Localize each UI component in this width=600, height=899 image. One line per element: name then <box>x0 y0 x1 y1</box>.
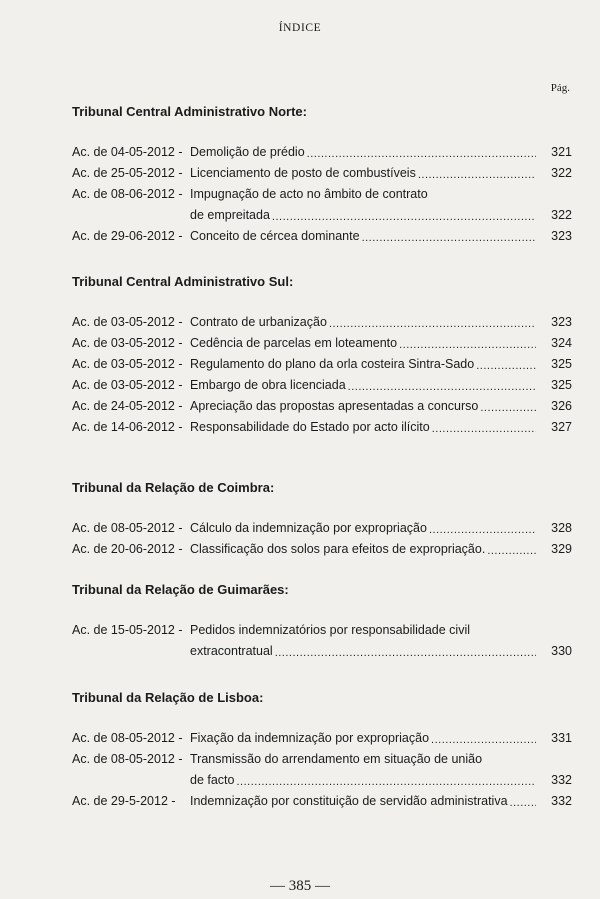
entry-page-number: 324 <box>551 336 572 350</box>
entry-title: Conceito de cércea dominante <box>190 229 360 243</box>
toc-entry <box>72 163 572 184</box>
toc-entry <box>72 539 572 560</box>
leader-dots <box>275 644 536 662</box>
entry-page-number: 332 <box>551 773 572 787</box>
entry-title: Licenciamento de posto de combustíveis <box>190 166 416 180</box>
section-title: Tribunal da Relação de Coimbra: <box>72 480 275 495</box>
toc-entry <box>72 226 572 247</box>
entry-title: Pedidos indemnizatórios por responsabilidade civil <box>190 623 471 637</box>
entry-title: Embargo de obra licenciada <box>190 378 346 392</box>
leader-dots <box>432 420 536 438</box>
entry-date: Ac. de 24-05-2012 - <box>72 399 183 413</box>
entry-page-number: 322 <box>551 166 572 180</box>
toc-entry <box>72 312 572 333</box>
leader-dots <box>272 208 536 226</box>
toc-section <box>72 102 572 247</box>
entry-date: Ac. de 08-06-2012 - <box>72 187 183 201</box>
leader-dots <box>329 315 536 333</box>
toc-entry <box>72 354 572 375</box>
leader-dots <box>307 145 536 163</box>
toc-entry <box>72 791 572 812</box>
entry-title: Cedência de parcelas em loteamento <box>190 336 398 350</box>
entry-date: Ac. de 29-5-2012 - <box>72 794 176 808</box>
entry-date: Ac. de 03-05-2012 - <box>72 336 183 350</box>
entry-date: Ac. de 03-05-2012 - <box>72 378 183 392</box>
section-title: Tribunal Central Administrativo Norte: <box>72 104 307 119</box>
entry-page-number: 330 <box>551 644 572 658</box>
page-header: ÍNDICE <box>278 22 322 34</box>
entry-date: Ac. de 03-05-2012 - <box>72 357 183 371</box>
entry-title: Demolição de prédio <box>190 145 305 159</box>
page-number: — 385 — <box>270 878 330 894</box>
entry-title-continuation: de empreitada <box>190 208 270 222</box>
toc-entry <box>72 396 572 417</box>
entry-page-number: 323 <box>551 229 572 243</box>
entry-date: Ac. de 29-06-2012 - <box>72 229 183 243</box>
leader-dots <box>480 399 536 417</box>
entry-date: Ac. de 25-05-2012 - <box>72 166 183 180</box>
entry-page-number: 325 <box>551 357 572 371</box>
toc-section <box>72 272 572 438</box>
toc-entry <box>72 518 572 539</box>
leader-dots <box>510 794 536 812</box>
toc-entry <box>72 375 572 396</box>
leader-dots <box>348 378 536 396</box>
leader-dots <box>362 229 536 247</box>
toc-entry <box>72 749 572 791</box>
toc-section <box>72 478 572 560</box>
entry-page-number: 323 <box>551 315 572 329</box>
section-title: Tribunal da Relação de Guimarães: <box>72 582 289 597</box>
entry-title: Transmissão do arrendamento em situação de união <box>190 752 483 766</box>
entry-date: Ac. de 03-05-2012 - <box>72 315 183 329</box>
section-title: Tribunal da Relação de Lisboa: <box>72 690 264 705</box>
entry-page-number: 325 <box>551 378 572 392</box>
entry-page-number: 327 <box>551 420 572 434</box>
leader-dots <box>418 166 536 184</box>
entry-title: Regulamento do plano da orla costeira Sintra-Sado <box>190 357 475 371</box>
entry-title: Contrato de urbanização <box>190 315 327 329</box>
entry-date: Ac. de 08-05-2012 - <box>72 521 183 535</box>
entry-title-continuation: de facto <box>190 773 235 787</box>
section-title: Tribunal Central Administrativo Sul: <box>72 274 294 289</box>
leader-dots <box>487 542 536 560</box>
entry-title: Impugnação de acto no âmbito de contrato <box>190 187 428 201</box>
page-column-label: Pág. <box>550 82 570 94</box>
entry-title: Classificação dos solos para efeitos de expropriação. <box>190 542 486 556</box>
leader-dots <box>429 521 536 539</box>
entry-title: Fixação da indemnização por expropriação <box>190 731 430 745</box>
toc-entry <box>72 142 572 163</box>
entry-date: Ac. de 08-05-2012 - <box>72 752 183 766</box>
toc-entry <box>72 417 572 438</box>
entry-date: Ac. de 14-06-2012 - <box>72 420 183 434</box>
toc-entry <box>72 184 572 226</box>
entry-page-number: 322 <box>551 208 572 222</box>
toc-entry <box>72 620 572 662</box>
leader-dots <box>236 773 536 791</box>
entry-date: Ac. de 15-05-2012 - <box>72 623 183 637</box>
entry-page-number: 329 <box>551 542 572 556</box>
toc-section <box>72 688 572 812</box>
leader-dots <box>399 336 536 354</box>
entry-page-number: 326 <box>551 399 572 413</box>
entry-title: Cálculo da indemnização por expropriação <box>190 521 427 535</box>
entry-page-number: 328 <box>551 521 572 535</box>
entry-title: Responsabilidade do Estado por acto ilícito <box>190 420 430 434</box>
entry-date: Ac. de 20-06-2012 - <box>72 542 183 556</box>
toc-entry <box>72 333 572 354</box>
entry-title: Indemnização por constituição de servidão administrativa <box>190 794 508 808</box>
toc-section <box>72 580 572 662</box>
entry-title-continuation: extracontratual <box>190 644 273 658</box>
entry-date: Ac. de 08-05-2012 - <box>72 731 183 745</box>
entry-page-number: 332 <box>551 794 572 808</box>
entry-page-number: 331 <box>551 731 572 745</box>
entry-page-number: 321 <box>551 145 572 159</box>
leader-dots <box>476 357 536 375</box>
entry-date: Ac. de 04-05-2012 - <box>72 145 183 159</box>
leader-dots <box>431 731 536 749</box>
toc-entry <box>72 728 572 749</box>
entry-title: Apreciação das propostas apresentadas a concurso <box>190 399 479 413</box>
